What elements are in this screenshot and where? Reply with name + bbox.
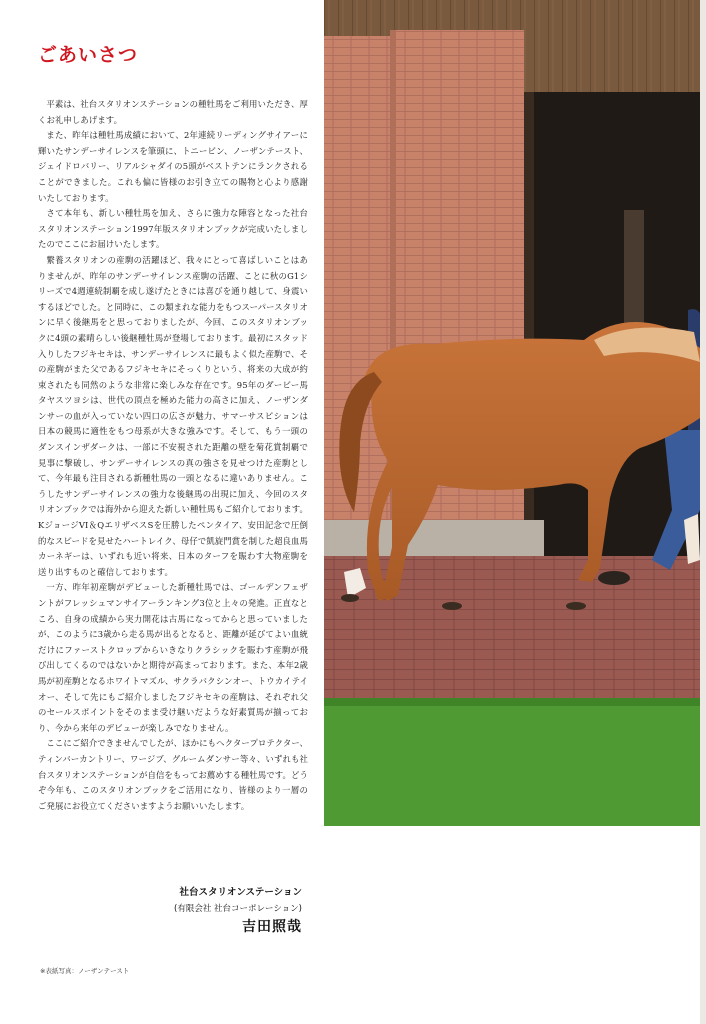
paragraph-6: ここにご紹介できませんでしたが、ほかにもヘクタープロテクター、ティンバーカントリー、ワージブ、グルームダンサー等々、いずれも社台スタリオンステーションが自信をもってお薦めする種牡馬です。どうぞ今年も、このスタリオンブックをご活用になり、皆様のより一層のご発展にお役立てくださいますようお願いいたします。 bbox=[38, 738, 308, 811]
greeting-body bbox=[38, 97, 308, 814]
greeting-column bbox=[38, 40, 308, 814]
page-edge bbox=[700, 0, 706, 1024]
paragraph-5: 一方、昨年初産駒がデビューした新種牡馬では、ゴールデンフェザントがフレッシュマンサイアーランキング3位と上々の発進。正直なところ、自身の成績から実力開花は古馬になってからと思っていましたが、このように3歳から走る馬が出るとなると、距離が延びてよい血統だけにファーストクロップからいきなりクラシックを賑わす産駒が飛び出してくるのではないかと期待が高まっております。また、本年2歳馬が初産駒となるホワイトマズル、サクラバクシンオー、トウカイテイオー、そして先にもご紹介しましたフジキセキの産駒は、それぞれ父のセールスポイントをそのまま受け継いだような好素質馬が揃っており、今から来年のデビューが楽しみでなりません。 bbox=[38, 582, 308, 733]
horse-photo bbox=[324, 0, 700, 826]
paragraph-3: さて本年も、新しい種牡馬を加え、さらに強力な陣容となった社台スタリオンステーション1997年版スタリオンブックが完成いたしましたのでここにお届けいたします。 bbox=[38, 208, 308, 250]
photo-caption: ※表紙写真：ノーザンテースト bbox=[40, 967, 130, 975]
signature-name: 吉田照哉 bbox=[242, 919, 302, 935]
page-title: ごあいさつ bbox=[38, 44, 139, 66]
paragraph-1: 平素は、社台スタリオンステーションの種牡馬をご利用いただき、厚くお礼申しあげます。 bbox=[38, 99, 308, 125]
signature-company: (有限会社 社台コーポレーション) bbox=[174, 904, 302, 914]
signature-org: 社台スタリオンステーション bbox=[179, 887, 302, 898]
horse-photo-illustration bbox=[324, 0, 700, 826]
paragraph-2: また、昨年は種牡馬成績において、2年連続リーディングサイアーに輝いたサンデーサイレンスを筆頭に、トニービン、ノーザンテースト、ジェイドロバリー、リアルシャダイの5頭がベストテンにランクされることができました。これも偏に皆様のお引き立ての賜物と心より感謝いたしております。 bbox=[38, 130, 308, 203]
signature-block bbox=[174, 884, 302, 936]
paragraph-4: 繋養スタリオンの産駒の活躍ほど、我々にとって喜ばしいことはありませんが、昨年のサンデーサイレンス産駒の活躍、ことに秋のG1シリーズで4週連続制覇を成し遂げたときには喜びを通り越して、身震いするほどでした。と同時に、この類まれな能力をもつスーパースタリオンに早く後継馬をと思っておりましたが、今回、このスタリオンブックに4頭の素晴らしい後継種牡馬が登場しております。最初にスタッド入りしたフジキセキは、サンデーサイレンスに最もよく似た産駒で、その産駒がまた父であるフジキセキにそっくりという、将来の大成が約束されたも同然のような非常に楽しみな存在です。95年のダービー馬タヤスツヨシは、世代の頂点を極めた能力の高さに加え、ノーザンダンサーの血が入っていない四口の広さが魅力、サマーサスピションは日本の競馬に適性をもつ母系が大きな強みです。そして、もう一頭のダンスインザダークは、一部に不安視された距離の壁を菊花賞制覇で見事に撃破し、サンデーサイレンスの真の強さを見せつけた産駒として、今年最も注目される新種牡馬の一頭となるに違いありません。こうしたサンデーサイレンスの強力な後継馬の出現に加え、今回のスタリオンブックでは海外から迎えた新しい種牡馬もご紹介しております。KジョージVI＆QエリザベスSを圧勝したペンタイア、安田記念で圧倒的なスピードを見せたハートレイク、母仔で凱旋門賞を制した超良血馬カーネギーは、いずれも近い将来、日本のターフを賑わす大物産駒を送り出すものと確信しております。 bbox=[38, 254, 308, 577]
